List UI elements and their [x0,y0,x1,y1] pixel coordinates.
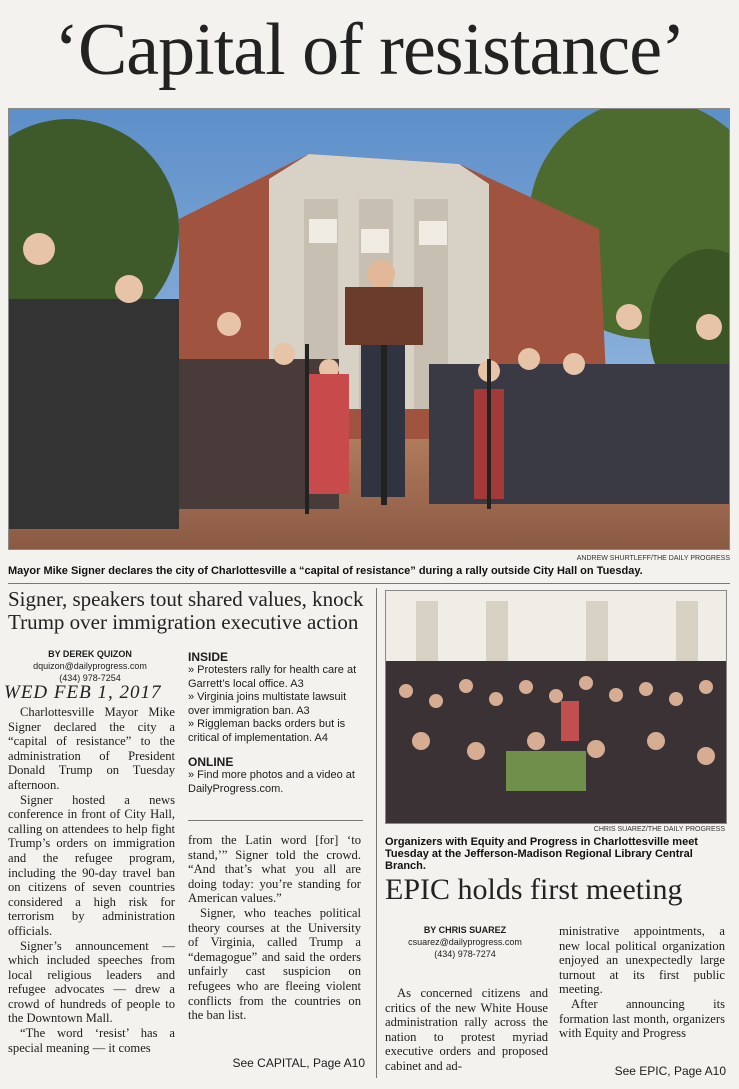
epic-photo-credit: CHRIS SUAREZ/THE DAILY PROGRESS [593,826,725,833]
handwritten-date: WED FEB 1, 2017 [4,682,162,703]
epic-headline: EPIC holds first meeting [385,873,683,906]
main-story-column-1 [8,705,175,1055]
online-link[interactable]: » Find more photos and a video at DailyProgress.com. [188,769,355,795]
main-byline-email: dquizon@dailyprogress.com [33,661,147,671]
paragraph: from the Latin word [for] ‘to stand,’” Signer told the crowd. “And that’s what you all are doing today: you’re standing for American values.” [188,833,361,906]
epic-byline-phone: (434) 978-7274 [434,949,496,959]
paragraph: Signer, who teaches political theory courses at the University of Virginia, called Trump a “demagogue” and said the orders unfairly cast suspicion on refugees who are fleeing violent conflicts from the countries on the ban list. [188,905,361,1023]
epic-byline [385,924,545,960]
main-byline-phone: (434) 978-7254 [59,673,121,683]
epic-column-1 [385,986,548,1074]
meeting-photo-illustration [386,591,726,823]
rally-photo-illustration [9,109,729,549]
epic-byline-name: BY CHRIS SUAREZ [423,925,507,935]
paragraph: As concerned citizens and critics of the new White House administration rally across the nation to protest myriad executive orders and proposed cabinet and ad- [385,986,548,1073]
main-story-subhead: Signer, speakers tout shared values, knock Trump over immigration executive action [8,587,364,634]
paragraph: Signer’s announcement — which included speeches from local religious leaders and refugee advocates — drew a crowd of hundreds of people to the Downtown Mall. [8,938,175,1026]
main-photo-credit: ANDREW SHURTLEFF/THE DAILY PROGRESS [576,555,730,562]
inside-heading: INSIDE [188,650,229,664]
paragraph: “The word ‘resist’ has a special meaning — it comes [8,1026,175,1055]
capital-jump-link[interactable]: See CAPITAL, Page A10 [232,1056,365,1070]
epic-byline-email: csuarez@dailyprogress.com [408,937,522,947]
page-headline: ‘Capital of resistance’ [54,9,685,91]
inside-box [188,650,368,796]
inside-box-rule [188,820,363,821]
epic-photo [385,590,727,824]
online-heading: ONLINE [188,755,234,769]
main-byline [8,648,172,684]
main-photo-caption: Mayor Mike Signer declares the city of Charlottesville a “capital of resistance” during a rally outside City Hall on Tuesday. [8,565,643,577]
column-divider [376,588,377,1078]
paragraph: ministrative appointments, a new local political organization enjoyed an unexpectedly large turnout at its first public meeting. [559,924,725,997]
inside-item[interactable]: » Riggleman backs orders but is critical of implementation. A4 [188,718,346,744]
paragraph: After announcing its formation last month, organizers with Equity and Progress [559,996,725,1041]
paragraph: Signer hosted a news conference in front of City Hall, calling on attendees to help fight Trump’s orders on immigration and the refugee program, including the 90-day travel ban on citizens of seven countries considered a high risk for terrorism by administration officials. [8,792,175,938]
main-photo [8,108,730,550]
inside-item[interactable]: » Virginia joins multistate lawsuit over immigration ban. A3 [188,691,347,717]
main-story-column-2 [188,833,361,1023]
main-byline-name: BY DEREK QUIZON [48,649,132,659]
paragraph: Charlottesville Mayor Mike Signer declared the city a “capital of resistance” to the administration of President Donald Trump on Tuesday afternoon. [8,705,175,792]
epic-photo-caption: Organizers with Equity and Progress in Charlottesville meet Tuesday at the Jefferson-Madison Regional Library Central Branch. [385,836,698,872]
inside-item[interactable]: » Protesters rally for health care at Garrett’s local office. A3 [188,664,357,690]
divider-main [8,583,730,584]
epic-jump-link[interactable]: See EPIC, Page A10 [614,1064,726,1078]
epic-column-2 [559,924,725,1041]
